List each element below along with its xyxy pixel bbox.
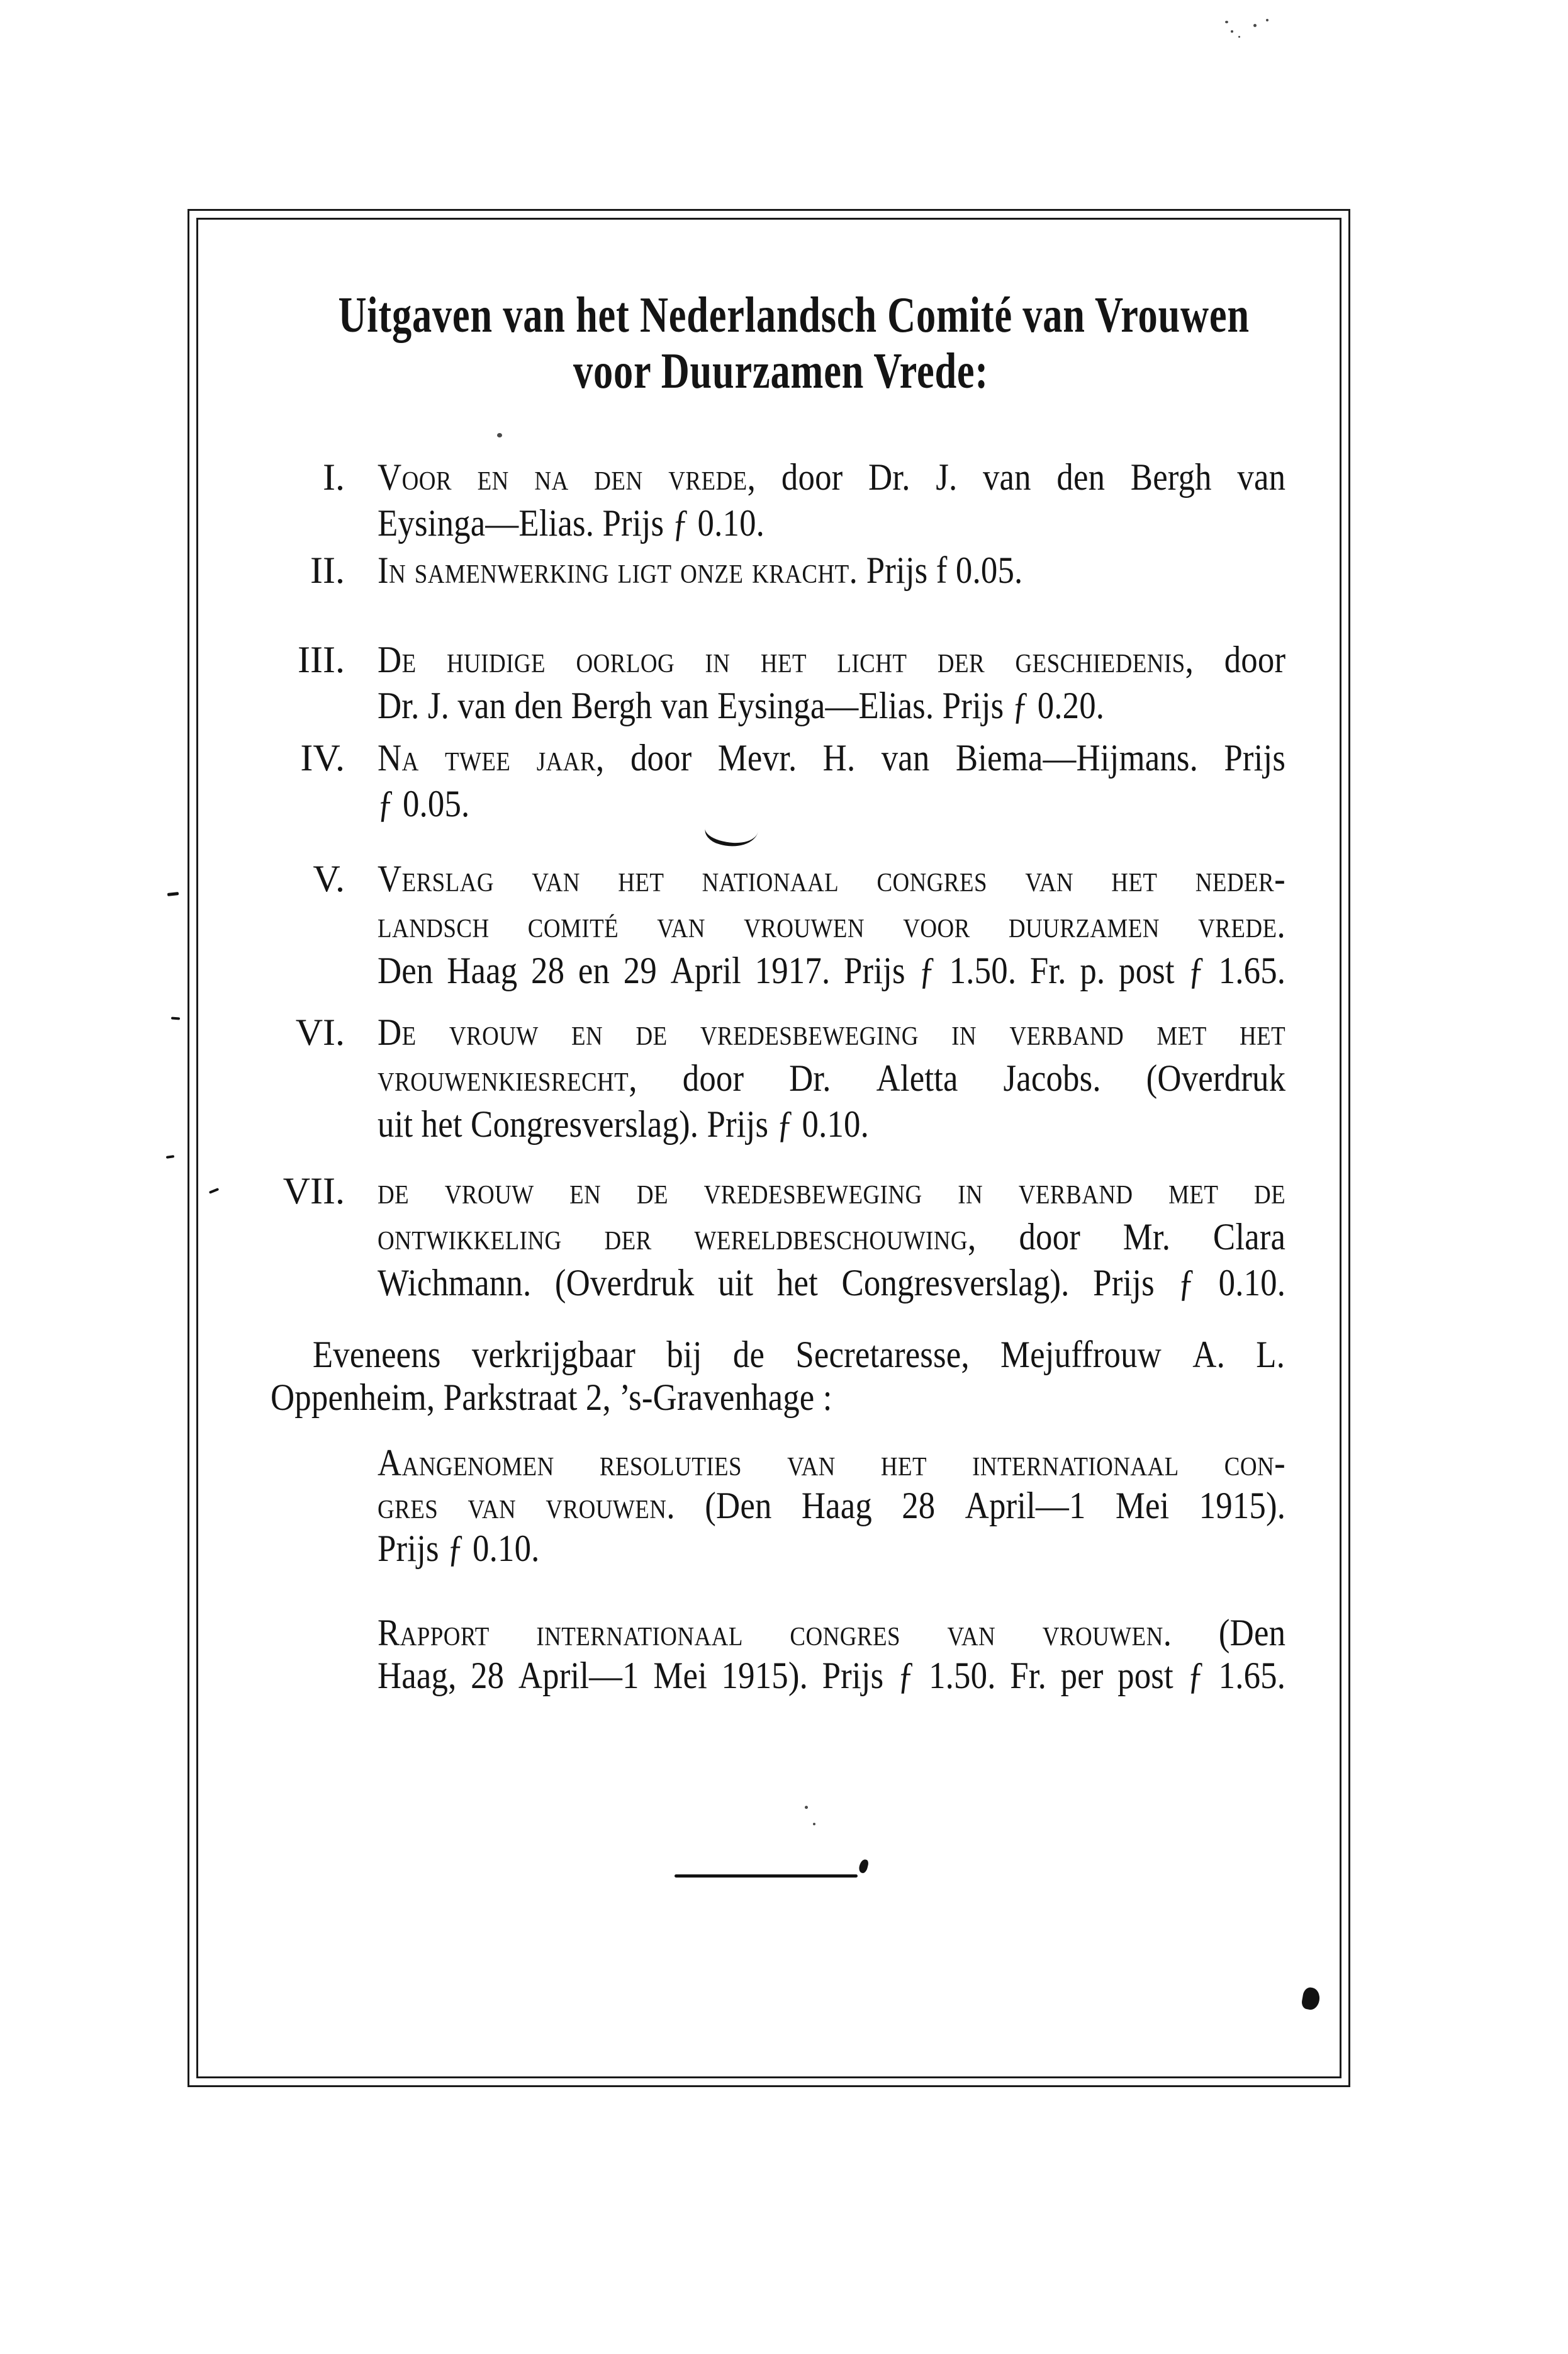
- text-line: Oppenheim, Parkstraat 2, ’s-Gravenhage :: [271, 1377, 832, 1418]
- text-line: Aangenomen resoluties van het internationaal con-: [378, 1442, 1286, 1484]
- text-line: De vrouw en de vredesbeweging in verband met het: [378, 1011, 1286, 1053]
- text-line: Voor en na den vrede, door Dr. J. van den Bergh van: [378, 456, 1286, 498]
- item-numeral: VII.: [283, 1170, 345, 1212]
- ink-speck: [805, 1806, 808, 1809]
- ink-speck: [1266, 19, 1268, 21]
- item-numeral: IV.: [300, 737, 345, 779]
- margin-dash: [167, 892, 179, 896]
- text-line: Prijs ƒ 0.10.: [378, 1528, 540, 1569]
- text-line: Eysinga—Elias. Prijs ƒ 0.10.: [378, 502, 765, 544]
- item-numeral: VI.: [295, 1011, 345, 1053]
- ink-speck: [1225, 21, 1228, 23]
- text-line: Verslag van het nationaal congres van het neder-: [378, 858, 1286, 899]
- item-numeral: I.: [323, 456, 345, 498]
- text-line: ƒ 0.05.: [378, 783, 470, 825]
- text-line: Den Haag 28 en 29 April 1917. Prijs ƒ 1.50. Fr. p. post ƒ 1.65.: [378, 950, 1286, 991]
- margin-dash: [166, 1155, 174, 1159]
- text-line: Wichmann. (Overdruk uit het Congresverslag). Prijs ƒ 0.10.: [378, 1262, 1286, 1304]
- text-line: De huidige oorlog in het licht der geschiedenis, door: [378, 639, 1286, 680]
- margin-dash: [171, 1017, 180, 1020]
- ink-speck: [813, 1823, 815, 1825]
- item-numeral: V.: [313, 858, 345, 899]
- text-line: Eveneens verkrijgbaar bij de Secretaresse, Mejuffrouw A. L.: [312, 1334, 1285, 1375]
- text-line: Na twee jaar, door Mevr. H. van Biema—Hijmans. Prijs: [378, 737, 1286, 779]
- text-line: uit het Congresverslag). Prijs ƒ 0.10.: [378, 1103, 870, 1145]
- text-line: gres van vrouwen. (Den Haag 28 April—1 Mei 1915).: [378, 1485, 1286, 1526]
- ink-speck: [1253, 24, 1257, 27]
- divider-rule: [675, 1874, 858, 1878]
- text-line: Dr. J. van den Bergh van Eysinga—Elias. Prijs ƒ 0.20.: [378, 685, 1105, 726]
- page-title: Uitgaven van het Nederlandsch Comité van Vrouwen: [338, 288, 1250, 343]
- text-line: landsch comité van vrouwen voor duurzamen vrede.: [378, 904, 1286, 945]
- text-line: de vrouw en de vredesbeweging in verband met de: [378, 1170, 1286, 1212]
- item-numeral: II.: [310, 549, 345, 591]
- text-line: In samenwerking ligt onze kracht. Prijs f 0.05.: [378, 549, 1023, 591]
- text-line: Haag, 28 April—1 Mei 1915). Prijs ƒ 1.50. Fr. per post ƒ 1.65.: [378, 1655, 1286, 1696]
- text-line: ontwikkeling der wereldbeschouwing, door Mr. Clara: [378, 1216, 1286, 1258]
- item-numeral: III.: [298, 639, 345, 680]
- text-line: vrouwenkiesrecht, door Dr. Aletta Jacobs. (Overdruk: [378, 1057, 1286, 1099]
- ink-speck: [1238, 36, 1240, 38]
- page-subtitle: voor Duurzamen Vrede:: [573, 344, 988, 399]
- text-line: Rapport internationaal congres van vrouwen. (Den: [378, 1612, 1286, 1653]
- ink-speck: [497, 433, 502, 437]
- ink-speck: [1231, 30, 1233, 33]
